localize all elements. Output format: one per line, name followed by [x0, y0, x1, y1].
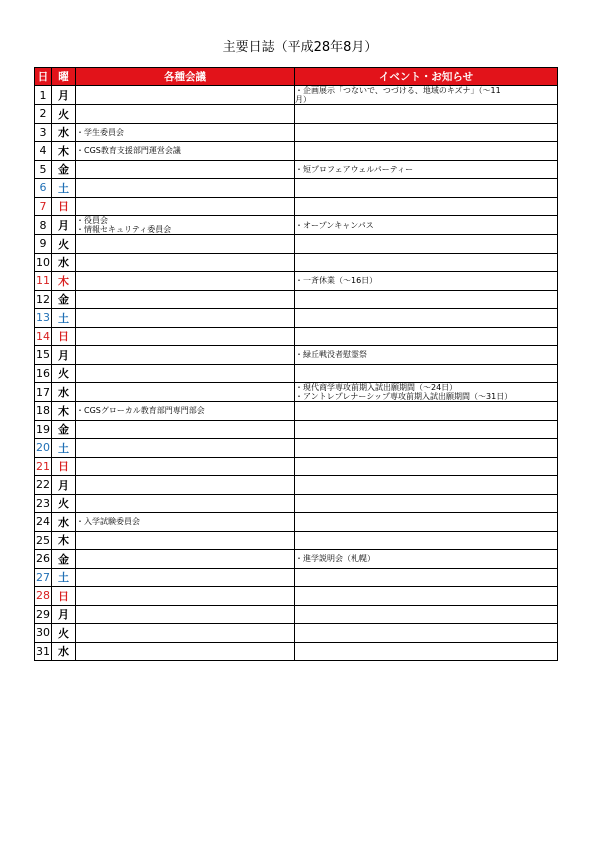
day-number: 3	[35, 123, 52, 142]
event-entry: ・アントレプレナーシップ専攻前期入試出願期間（～31日）	[295, 392, 513, 401]
meeting-entry: ・CGSグローカル教育部門専門部会	[76, 406, 205, 416]
day-number: 10	[35, 253, 52, 272]
meetings-cell	[76, 420, 295, 439]
weekday: 土	[52, 309, 76, 328]
meetings-cell	[76, 123, 295, 142]
table-row	[35, 531, 558, 550]
events-cell	[295, 86, 558, 105]
meetings-cell	[76, 105, 295, 124]
events-cell	[295, 568, 558, 587]
event-entry: ・短プロフェアウェルパーティー	[295, 164, 414, 174]
day-number: 13	[35, 309, 52, 328]
header-events: イベント・お知らせ	[295, 68, 558, 86]
meetings-cell	[76, 605, 295, 624]
table-row	[35, 272, 558, 291]
weekday: 水	[52, 253, 76, 272]
meetings-cell	[76, 550, 295, 569]
weekday: 日	[52, 587, 76, 606]
events-cell	[295, 105, 558, 124]
page-title: 主要日誌（平成28年8月）	[222, 40, 378, 55]
events-cell	[295, 235, 558, 254]
events-cell	[295, 327, 558, 346]
day-number: 16	[35, 364, 52, 383]
table-row	[35, 642, 558, 661]
weekday: 土	[52, 568, 76, 587]
day-number: 26	[35, 550, 52, 569]
meetings-cell	[76, 309, 295, 328]
meeting-entry: ・CGS教育支援部門運営会議	[76, 146, 181, 156]
meetings-cell	[76, 642, 295, 661]
weekday: 金	[52, 160, 76, 179]
day-number: 7	[35, 197, 52, 216]
table-row	[35, 605, 558, 624]
weekday: 月	[52, 605, 76, 624]
day-number: 8	[35, 216, 52, 235]
day-number: 29	[35, 605, 52, 624]
events-cell	[295, 605, 558, 624]
weekday: 火	[52, 364, 76, 383]
weekday: 金	[52, 290, 76, 309]
table-row	[35, 253, 558, 272]
table-row	[35, 420, 558, 439]
meetings-cell	[76, 531, 295, 550]
table-row	[35, 494, 558, 513]
day-number: 22	[35, 476, 52, 495]
weekday: 金	[52, 550, 76, 569]
table-row	[35, 86, 558, 105]
weekday: 木	[52, 531, 76, 550]
event-entry: ・現代商学専攻前期入試出願期間（～24日）	[295, 383, 458, 392]
meetings-cell	[76, 476, 295, 495]
table-row	[35, 105, 558, 124]
diary-body	[35, 86, 558, 661]
day-number: 18	[35, 402, 52, 421]
events-cell	[295, 197, 558, 216]
diary-table	[34, 67, 558, 661]
table-row	[35, 123, 558, 142]
events-cell	[295, 420, 558, 439]
day-number: 12	[35, 290, 52, 309]
meetings-cell	[76, 494, 295, 513]
day-number: 28	[35, 587, 52, 606]
weekday: 月	[52, 86, 76, 105]
day-number: 30	[35, 624, 52, 643]
meetings-cell	[76, 216, 295, 235]
table-row	[35, 160, 558, 179]
meetings-cell	[76, 513, 295, 532]
weekday: 金	[52, 420, 76, 439]
table-row	[35, 197, 558, 216]
events-cell	[295, 476, 558, 495]
weekday: 木	[52, 272, 76, 291]
meetings-cell	[76, 160, 295, 179]
weekday: 月	[52, 476, 76, 495]
meetings-cell	[76, 364, 295, 383]
events-cell	[295, 216, 558, 235]
meetings-cell	[76, 327, 295, 346]
table-row	[35, 624, 558, 643]
table-row	[35, 457, 558, 476]
weekday: 日	[52, 457, 76, 476]
weekday: 月	[52, 216, 76, 235]
meetings-cell	[76, 290, 295, 309]
header-weekday: 曜	[52, 68, 76, 86]
events-cell	[295, 642, 558, 661]
day-number: 20	[35, 439, 52, 458]
events-cell	[295, 513, 558, 532]
table-row	[35, 290, 558, 309]
meeting-entry: ・入学試験委員会	[76, 517, 140, 527]
meetings-cell	[76, 179, 295, 198]
header-meetings: 各種会議	[76, 68, 295, 86]
events-cell	[295, 123, 558, 142]
day-number: 4	[35, 142, 52, 161]
header-day: 日	[35, 68, 52, 86]
events-cell	[295, 402, 558, 421]
table-row	[35, 568, 558, 587]
meeting-entry: ・学生委員会	[76, 127, 124, 137]
weekday: 土	[52, 439, 76, 458]
meetings-cell	[76, 197, 295, 216]
events-cell	[295, 457, 558, 476]
table-row	[35, 216, 558, 235]
event-entry: ・進学説明会（札幌）	[295, 554, 375, 564]
events-cell	[295, 346, 558, 365]
weekday: 火	[52, 235, 76, 254]
weekday: 土	[52, 179, 76, 198]
day-number: 17	[35, 383, 52, 402]
event-entry: ・一斉休業（～16日）	[295, 276, 378, 286]
day-number: 21	[35, 457, 52, 476]
day-number: 9	[35, 235, 52, 254]
header-row	[35, 68, 558, 86]
weekday: 木	[52, 402, 76, 421]
events-cell	[295, 494, 558, 513]
meetings-cell	[76, 587, 295, 606]
events-cell	[295, 142, 558, 161]
meetings-cell	[76, 142, 295, 161]
events-cell	[295, 364, 558, 383]
events-cell	[295, 587, 558, 606]
table-row	[35, 346, 558, 365]
weekday: 水	[52, 513, 76, 532]
day-number: 23	[35, 494, 52, 513]
table-row	[35, 402, 558, 421]
table-row	[35, 179, 558, 198]
table-row	[35, 513, 558, 532]
event-entry: ・企画展示「つないで、つづける、地域のキズナ」（～11	[295, 86, 501, 95]
day-number: 11	[35, 272, 52, 291]
day-number: 15	[35, 346, 52, 365]
events-cell	[295, 160, 558, 179]
table-row	[35, 587, 558, 606]
meetings-cell	[76, 253, 295, 272]
events-cell	[295, 290, 558, 309]
event-entry: 月）	[295, 95, 311, 104]
table-row	[35, 309, 558, 328]
meetings-cell	[76, 624, 295, 643]
day-number: 27	[35, 568, 52, 587]
weekday: 水	[52, 383, 76, 402]
weekday: 水	[52, 642, 76, 661]
day-number: 1	[35, 86, 52, 105]
weekday: 月	[52, 346, 76, 365]
meetings-cell	[76, 346, 295, 365]
weekday: 火	[52, 105, 76, 124]
events-cell	[295, 550, 558, 569]
weekday: 日	[52, 197, 76, 216]
weekday: 火	[52, 624, 76, 643]
meetings-cell	[76, 439, 295, 458]
day-number: 24	[35, 513, 52, 532]
events-cell	[295, 624, 558, 643]
table-row	[35, 142, 558, 161]
meetings-cell	[76, 568, 295, 587]
table-row	[35, 550, 558, 569]
weekday: 木	[52, 142, 76, 161]
table-row	[35, 476, 558, 495]
table-row	[35, 364, 558, 383]
meetings-cell	[76, 383, 295, 402]
table-row	[35, 383, 558, 402]
events-cell	[295, 439, 558, 458]
meetings-cell	[76, 402, 295, 421]
meetings-cell	[76, 457, 295, 476]
weekday: 日	[52, 327, 76, 346]
day-number: 2	[35, 105, 52, 124]
table-row	[35, 439, 558, 458]
day-number: 6	[35, 179, 52, 198]
events-cell	[295, 272, 558, 291]
event-entry: ・緑丘戦没者慰霊祭	[295, 350, 367, 360]
meetings-cell	[76, 272, 295, 291]
meetings-cell	[76, 235, 295, 254]
weekday: 火	[52, 494, 76, 513]
table-row	[35, 235, 558, 254]
events-cell	[295, 309, 558, 328]
events-cell	[295, 179, 558, 198]
table-row	[35, 327, 558, 346]
event-entry: ・オープンキャンパス	[295, 220, 374, 230]
events-cell	[295, 531, 558, 550]
day-number: 5	[35, 160, 52, 179]
weekday: 水	[52, 123, 76, 142]
events-cell	[295, 253, 558, 272]
day-number: 31	[35, 642, 52, 661]
day-number: 19	[35, 420, 52, 439]
meeting-entry: ・情報セキュリティ委員会	[76, 225, 172, 234]
day-number: 25	[35, 531, 52, 550]
events-cell	[295, 383, 558, 402]
meetings-cell	[76, 86, 295, 105]
meeting-entry: ・役員会	[76, 216, 108, 225]
day-number: 14	[35, 327, 52, 346]
